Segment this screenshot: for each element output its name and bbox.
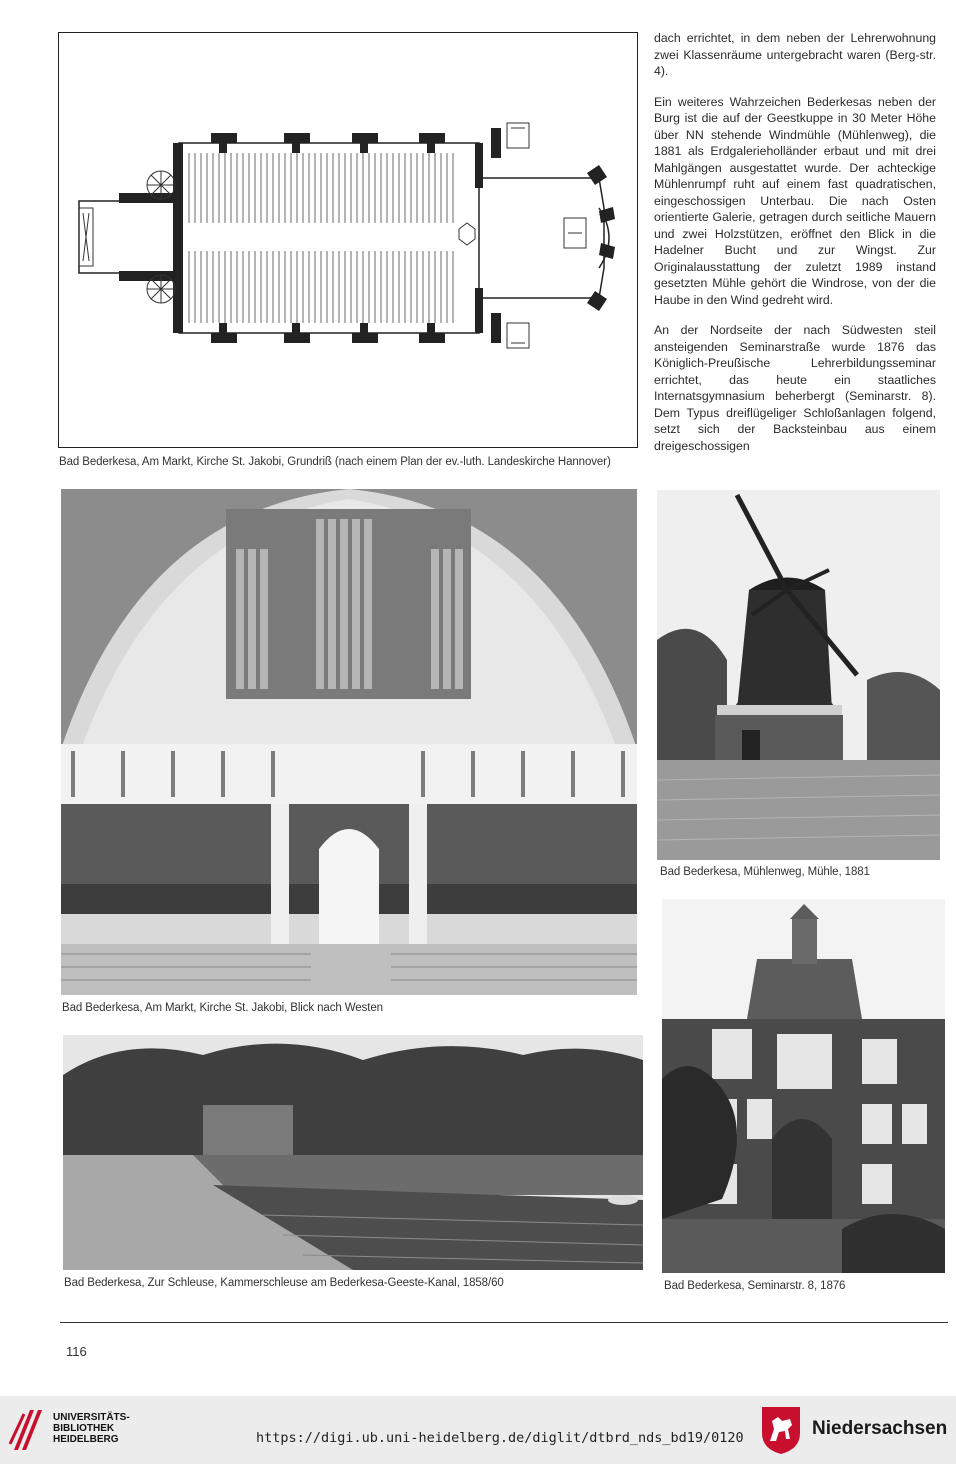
university-library-logo-icon (8, 1404, 50, 1456)
body-text-column (654, 30, 936, 468)
paragraph-1: dach errichtet, in dem neben der Lehrerwohnung zwei Klassenräume untergebracht waren (Berg-str. 4). (654, 31, 936, 78)
niedersachsen-label: Niedersachsen (812, 1418, 948, 1439)
pews-south (189, 251, 453, 323)
niedersachsen-horse-logo-icon (760, 1405, 802, 1455)
digital-library-url[interactable]: https://digi.ub.uni-heidelberg.de/diglit/dtbrd_nds_bd19/0120 (256, 1430, 744, 1446)
page-number: 116 (66, 1344, 87, 1359)
lock-caption: Bad Bederkesa, Zur Schleuse, Kammerschleuse am Bederkesa-Geeste-Kanal, 1858/60 (64, 1277, 504, 1289)
paragraph-3: An der Nordseite der nach Südwesten steil ansteigenden Seminarstraße wurde 1876 das Königlich-Preußische Lehrerbildungsseminar errichtet, das heute ein staatliches Internatsgymnasium beherbergt (Seminarstr. 8). Dem Typus dreiflügeliger Schloßanlagen folgend, setzt sich der Backsteinbau aus einem dreigeschossigen (654, 323, 936, 453)
pews-north (189, 153, 453, 223)
seminar-caption: Bad Bederkesa, Seminarstr. 8, 1876 (664, 1280, 846, 1292)
interior-caption: Bad Bederkesa, Am Markt, Kirche St. Jakobi, Blick nach Westen (62, 1002, 383, 1014)
library-name: UNIVERSITÄTS- BIBLIOTHEK HEIDELBERG (53, 1412, 130, 1445)
footer-rule (60, 1322, 948, 1323)
floorplan-figure (58, 32, 638, 448)
windmill-caption: Bad Bederkesa, Mühlenweg, Mühle, 1881 (660, 866, 870, 878)
floorplan-caption: Bad Bederkesa, Am Markt, Kirche St. Jakobi, Grundriß (nach einem Plan der ev.-luth. Landeskirche Hannover) (59, 456, 611, 468)
seminar-building-photo (662, 899, 945, 1273)
windmill-photo (657, 490, 940, 860)
digitization-footer (0, 1396, 956, 1464)
canal-lock-photo (63, 1035, 643, 1270)
floorplan-drawing (59, 33, 637, 447)
church-interior-photo (61, 489, 637, 995)
paragraph-2: Ein weiteres Wahrzeichen Bederkesas neben der Burg ist die auf der Geestkuppe in 30 Meter Höhe über NN stehende Windmühle (Mühlenweg), die 1881 als Erdgalerieholländer erbaut und mit drei Mahlgängen ausgestattet wurde. Der achteckige Mühlenrumpf ruht auf einem fast quadratischen, eingeschossigen Unterbau. Die nach Osten orientierte Galerie, getragen durch seitliche Mauern und zwei Holzstützen, eröffnet den Blick in die Hadelner Bucht und zur Wingst. Zur Originalausstattung der zuletzt 1989 instand gesetzten Mühle gehört die Windrose, von der die Haube in den Wind gedreht wird. (654, 94, 936, 307)
